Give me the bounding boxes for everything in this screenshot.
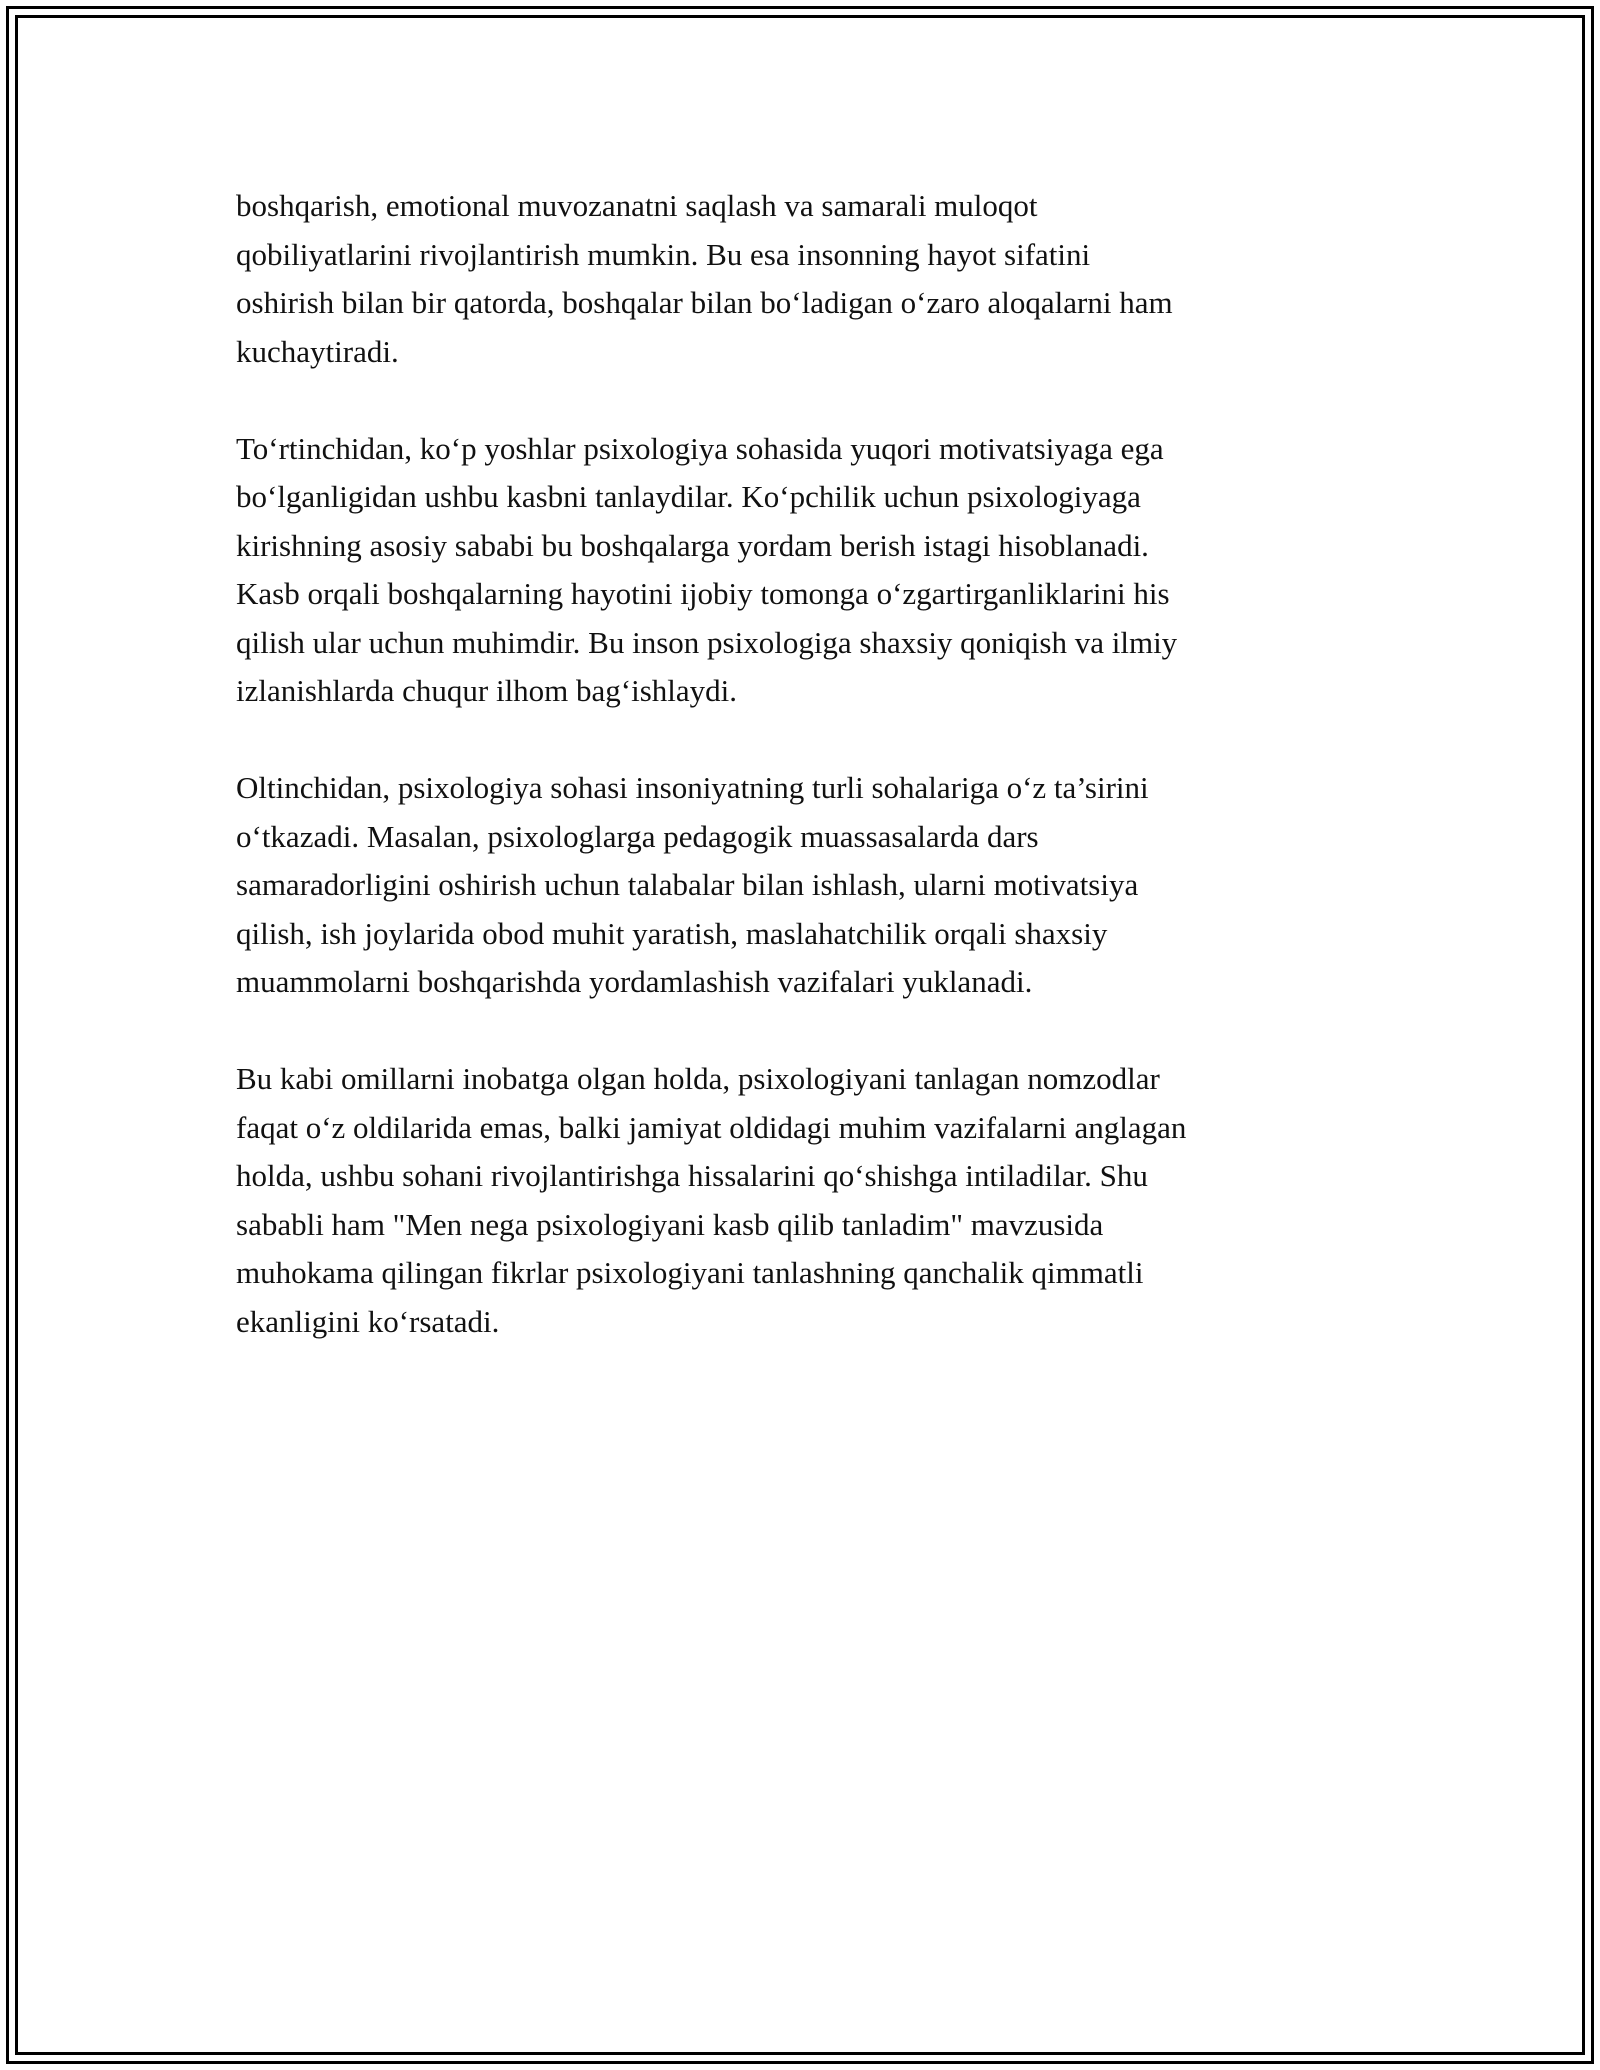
text-line: kirishning asosiy sababi bu boshqalarga yordam berish istagi hisoblanadi. [236,527,1149,563]
text-line: o‘tkazadi. Masalan, psixologlarga pedagogik muassasalarda dars [236,818,1039,854]
text-line: Bu kabi omillarni inobatga olgan holda, psixologiyani tanlagan nomzodlar [236,1061,1160,1096]
text-line: kuchaytiradi. [236,333,399,369]
text-line: faqat o‘z oldilarida emas, balki jamiyat oldidagi muhim vazifalarni anglagan [236,1109,1187,1145]
paragraph-1 [236,182,1366,376]
text-line: Oltinchidan, psixologiya sohasi insoniyatning turli sohalariga o‘z ta’sirini [236,770,1149,805]
text-line: Kasb orqali boshqalarning hayotini ijobiy tomonga o‘zgartirganliklarini his [236,576,1170,611]
text-line: izlanishlarda chuqur ilhom bag‘ishlaydi. [236,673,738,708]
text-line: qilish ular uchun muhimdir. Bu inson psixologiga shaxsiy qoniqish va ilmiy [236,624,1178,660]
text-line: sababli ham "Men nega psixologiyani kasb qilib tanladim" mavzusida [236,1206,1104,1242]
text-line: bo‘lganligidan ushbu kasbni tanlaydilar. Ko‘pchilik uchun psixologiyaga [236,479,1141,514]
text-line: oshirish bilan bir qatorda, boshqalar bilan bo‘ladigan o‘zaro aloqalarni ham [236,285,1173,320]
text-line: muammolarni boshqarishda yordamlashish vazifalari yuklanadi. [236,964,1033,999]
text-line: boshqarish, emotional muvozanatni saqlash va samarali muloqot [236,188,1038,223]
paragraph-2 [236,425,1366,716]
document-body [236,182,1366,1395]
text-line: samaradorligini oshirish uchun talabalar bilan ishlash, ularni motivatsiya [236,867,1139,902]
text-line: ekanligini ko‘rsatadi. [236,1303,500,1339]
text-line: qobiliyatlarini rivojlantirish mumkin. Bu esa insonning hayot sifatini [236,236,1091,272]
text-line: qilish, ish joylarida obod muhit yaratish, maslahatchilik orqali shaxsiy [236,915,1108,951]
paragraph-4 [236,1055,1366,1346]
text-line: holda, ushbu sohani rivojlantirishga hissalarini qo‘shishga intiladilar. Shu [236,1158,1148,1193]
paragraph-3 [236,764,1366,1007]
text-line: muhokama qilingan fikrlar psixologiyani tanlashning qanchalik qimmatli [236,1255,1144,1290]
text-line: To‘rtinchidan, ko‘p yoshlar psixologiya sohasida yuqori motivatsiyaga ega [236,430,1164,466]
